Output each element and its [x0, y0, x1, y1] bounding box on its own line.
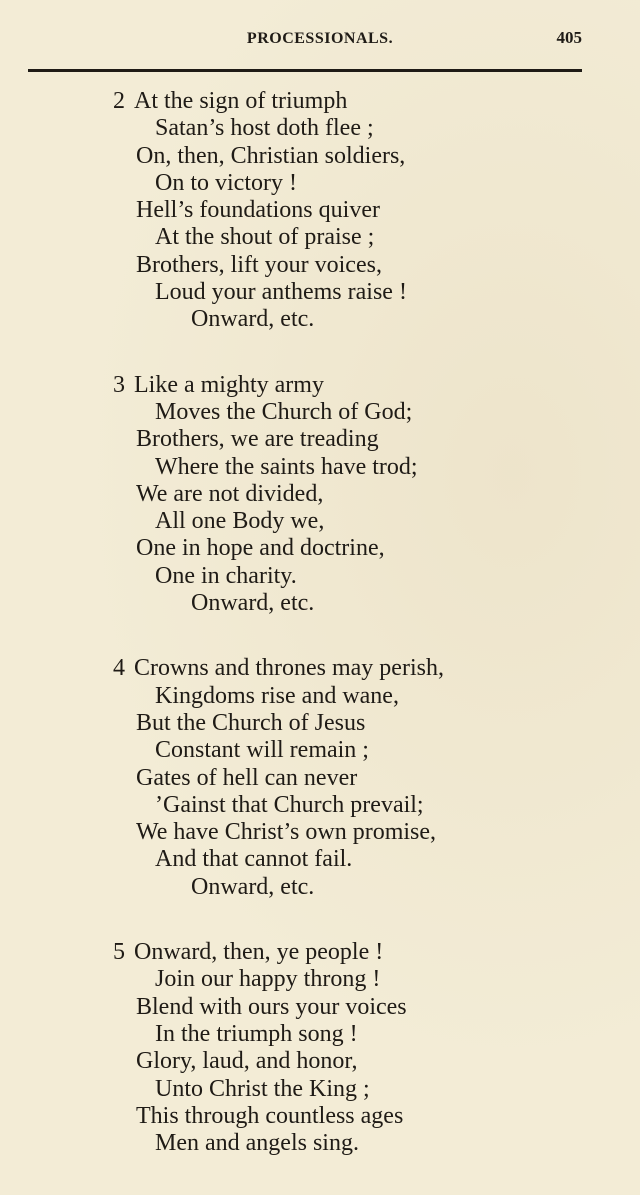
- verse-line: [0, 197, 640, 224]
- verse-line: [0, 1076, 640, 1103]
- verse-line-text: Like a mighty army: [134, 371, 324, 398]
- running-header: PROCESSIONALS.: [246, 30, 394, 47]
- verse-5: [0, 939, 640, 1157]
- verse-line: [0, 994, 640, 1021]
- verse-line-text: At the sign of triumph: [134, 88, 348, 114]
- verse-line: [0, 115, 640, 142]
- verse-4: [0, 655, 640, 901]
- verse-line-text: And that cannot fail.: [155, 846, 353, 873]
- verse-line-text: Constant will remain ;: [155, 737, 369, 764]
- verse-line-text: Onward, etc.: [191, 873, 315, 900]
- verse-line: [0, 1021, 640, 1048]
- verse-line-text: All one Body we,: [155, 508, 325, 535]
- verse-line: [0, 372, 640, 399]
- verse-line-text: ’Gainst that Church prevail;: [155, 791, 424, 818]
- verse-line: [0, 683, 640, 710]
- verse-line: [0, 508, 640, 535]
- verse-line-text: Satan’s host doth flee ;: [155, 115, 374, 142]
- verse-line-text: On, then, Christian soldiers,: [136, 142, 406, 169]
- verse-line-text: Onward, then, ye people !: [134, 939, 384, 966]
- verse-number: 3: [113, 371, 125, 398]
- verse-line: [0, 590, 640, 617]
- hymn-verses: [0, 88, 640, 1195]
- verse-line: [0, 399, 640, 426]
- verse-line: [0, 655, 640, 682]
- page-number: 405: [556, 28, 582, 47]
- verse-line-text: Crowns and thrones may perish,: [134, 655, 444, 682]
- verse-line-text: Where the saints have trod;: [155, 453, 418, 480]
- verse-line: [0, 454, 640, 481]
- verse-line: [0, 481, 640, 508]
- verse-line: [0, 224, 640, 251]
- verse-2: [0, 88, 640, 334]
- verse-line: [0, 306, 640, 333]
- verse-line: [0, 939, 640, 966]
- verse-line-text: Join our happy throng !: [155, 966, 381, 993]
- verse-line-text: This through countless ages: [136, 1102, 404, 1129]
- verse-line: [0, 737, 640, 764]
- verse-line-text: We are not divided,: [136, 480, 324, 507]
- verse-line: [0, 710, 640, 737]
- verse-number: 2: [113, 88, 125, 114]
- verse-line: [0, 563, 640, 590]
- verse-number: 4: [113, 655, 125, 682]
- verse-line: [0, 1130, 640, 1157]
- verse-line-text: On to victory !: [155, 169, 297, 196]
- verse-line-text: Onward, etc.: [191, 306, 315, 333]
- verse-line: [0, 1048, 640, 1075]
- verse-line: [0, 819, 640, 846]
- verse-line-text: One in charity.: [155, 562, 297, 589]
- verse-line: [0, 279, 640, 306]
- verse-line-text: One in hope and doctrine,: [136, 535, 385, 562]
- verse-line-text: Brothers, we are treading: [136, 426, 379, 453]
- verse-line-text: In the triumph song !: [155, 1020, 358, 1047]
- verse-number: 5: [113, 939, 125, 966]
- verse-line-text: Onward, etc.: [191, 590, 315, 617]
- verse-line: [0, 1103, 640, 1130]
- verse-line-text: Moves the Church of God;: [155, 398, 413, 425]
- verse-line-text: We have Christ’s own promise,: [136, 819, 437, 846]
- verse-line: [0, 874, 640, 901]
- verse-line: [0, 792, 640, 819]
- verse-line: [0, 426, 640, 453]
- verse-line: [0, 966, 640, 993]
- verse-line-text: Glory, laud, and honor,: [136, 1048, 358, 1075]
- verse-line-text: But the Church of Jesus: [136, 709, 366, 736]
- verse-line: [0, 765, 640, 792]
- verse-line-text: Blend with ours your voices: [136, 993, 407, 1020]
- verse-line-text: Loud your anthems raise !: [155, 279, 407, 306]
- verse-line: [0, 846, 640, 873]
- verse-line-text: Men and angels sing.: [155, 1130, 359, 1157]
- verse-line: [0, 535, 640, 562]
- verse-line: [0, 252, 640, 279]
- verse-line-text: Kingdoms rise and wane,: [155, 682, 399, 709]
- header-rule: [28, 69, 582, 72]
- verse-line: [0, 88, 640, 115]
- verse-line-text: At the shout of praise ;: [155, 224, 375, 251]
- verse-line: [0, 170, 640, 197]
- verse-line-text: Gates of hell can never: [136, 764, 358, 791]
- verse-line: [0, 143, 640, 170]
- verse-line-text: Hell’s foundations quiver: [136, 197, 380, 224]
- verse-line-text: Unto Christ the King ;: [155, 1075, 370, 1102]
- verse-line-text: Brothers, lift your voices,: [136, 251, 382, 278]
- verse-3: [0, 372, 640, 618]
